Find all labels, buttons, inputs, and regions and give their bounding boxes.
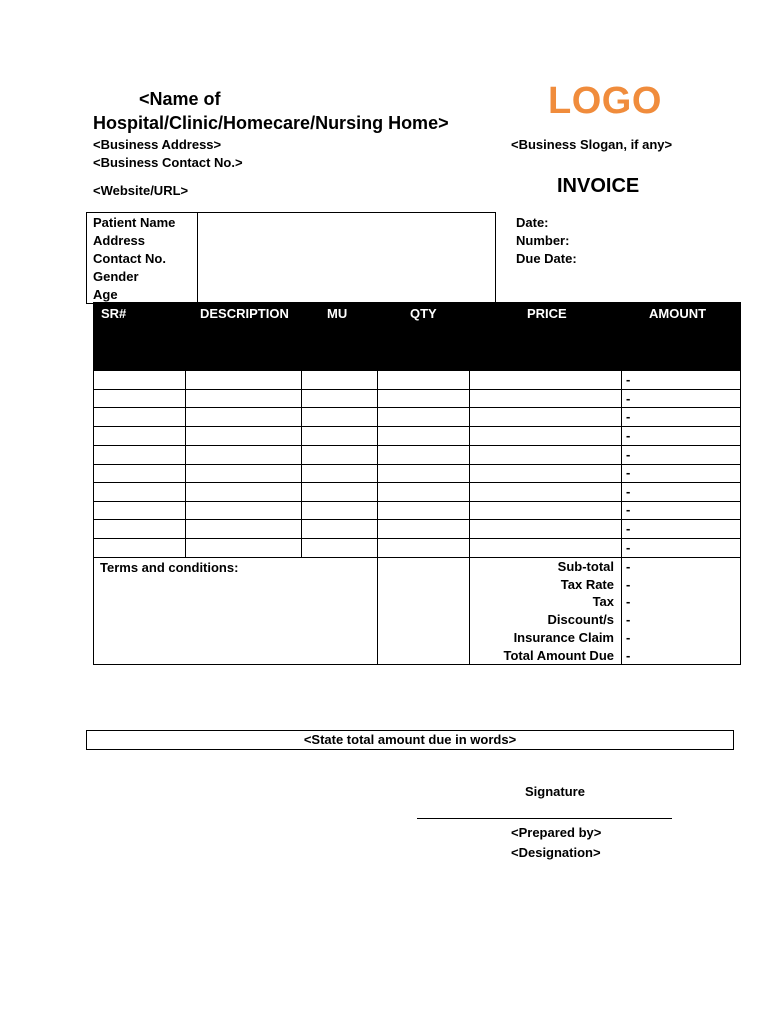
- grid-line: [93, 482, 741, 483]
- grid-line: [469, 370, 470, 665]
- website-url: <Website/URL>: [93, 183, 189, 198]
- patient-age-label: Age: [93, 287, 118, 302]
- grid-line: [93, 389, 741, 390]
- subtotal-label: Sub-total: [557, 559, 614, 574]
- grid-line: [185, 370, 186, 557]
- column-header-mu: MU: [327, 306, 348, 321]
- grid-line: [93, 538, 741, 539]
- patient-info-box: [86, 212, 496, 304]
- terms-label: Terms and conditions:: [100, 560, 239, 575]
- invoice-date-label: Date:: [516, 215, 549, 230]
- patient-address-label: Address: [93, 233, 146, 248]
- column-header-amount: AMOUNT: [649, 306, 707, 321]
- invoice-number-label: Number:: [516, 233, 570, 248]
- subtotal-value: -: [626, 559, 631, 574]
- hospital-name-line-2: Hospital/Clinic/Homecare/Nursing Home>: [93, 113, 449, 133]
- row-amount: -: [626, 409, 631, 424]
- grid-line: [301, 370, 302, 557]
- grid-line: [93, 519, 741, 520]
- grid-line: [377, 370, 378, 665]
- grid-line: [93, 464, 741, 465]
- row-amount: -: [626, 502, 631, 517]
- discount-label: Discount/s: [547, 612, 614, 627]
- row-amount: -: [626, 465, 631, 480]
- patient-gender-label: Gender: [93, 269, 139, 284]
- grid-line: [93, 370, 741, 371]
- hospital-name-line-1: <Name of: [139, 89, 221, 109]
- grid-line: [93, 501, 741, 502]
- row-amount: -: [626, 447, 631, 462]
- business-address: <Business Address>: [93, 137, 222, 152]
- table-header: [93, 302, 741, 370]
- tax-value: -: [626, 594, 631, 609]
- amount-in-words-box: <State total amount due in words>: [86, 730, 734, 750]
- patient-box-divider: [197, 213, 198, 303]
- column-header-qty: QTY: [410, 306, 437, 321]
- grid-line: [93, 557, 741, 558]
- row-amount: -: [626, 521, 631, 536]
- grid-line: [621, 370, 622, 665]
- items-table: [93, 302, 741, 665]
- row-amount: -: [626, 372, 631, 387]
- grid-line: [93, 407, 741, 408]
- prepared-by: <Prepared by>: [511, 825, 602, 840]
- signature-line: [417, 818, 672, 819]
- insurance-claim-label: Insurance Claim: [513, 630, 614, 645]
- tax-label: Tax: [592, 594, 614, 609]
- patient-contact-label: Contact No.: [93, 251, 166, 266]
- discount-value: -: [626, 612, 631, 627]
- business-slogan: <Business Slogan, if any>: [511, 137, 673, 152]
- total-amount-due-value: -: [626, 648, 631, 663]
- signature-label: Signature: [525, 784, 585, 799]
- column-header-description: DESCRIPTION: [200, 306, 289, 321]
- grid-line: [740, 370, 741, 665]
- business-contact: <Business Contact No.>: [93, 155, 243, 170]
- tax-rate-label: Tax Rate: [560, 577, 614, 592]
- grid-line: [93, 445, 741, 446]
- grid-line: [93, 370, 94, 665]
- tax-rate-value: -: [626, 577, 631, 592]
- invoice-due-date-label: Due Date:: [516, 251, 577, 266]
- insurance-claim-value: -: [626, 630, 631, 645]
- column-header-sr: SR#: [101, 306, 127, 321]
- column-header-price: PRICE: [527, 306, 567, 321]
- row-amount: -: [626, 540, 631, 555]
- row-amount: -: [626, 391, 631, 406]
- row-amount: -: [626, 484, 631, 499]
- total-amount-due-label: Total Amount Due: [503, 648, 614, 663]
- grid-line: [93, 664, 741, 665]
- designation: <Designation>: [511, 845, 601, 860]
- invoice-title: INVOICE: [557, 175, 640, 197]
- patient-name-label: Patient Name: [93, 215, 176, 230]
- row-amount: -: [626, 428, 631, 443]
- grid-line: [93, 426, 741, 427]
- logo-placeholder: LOGO: [548, 80, 662, 122]
